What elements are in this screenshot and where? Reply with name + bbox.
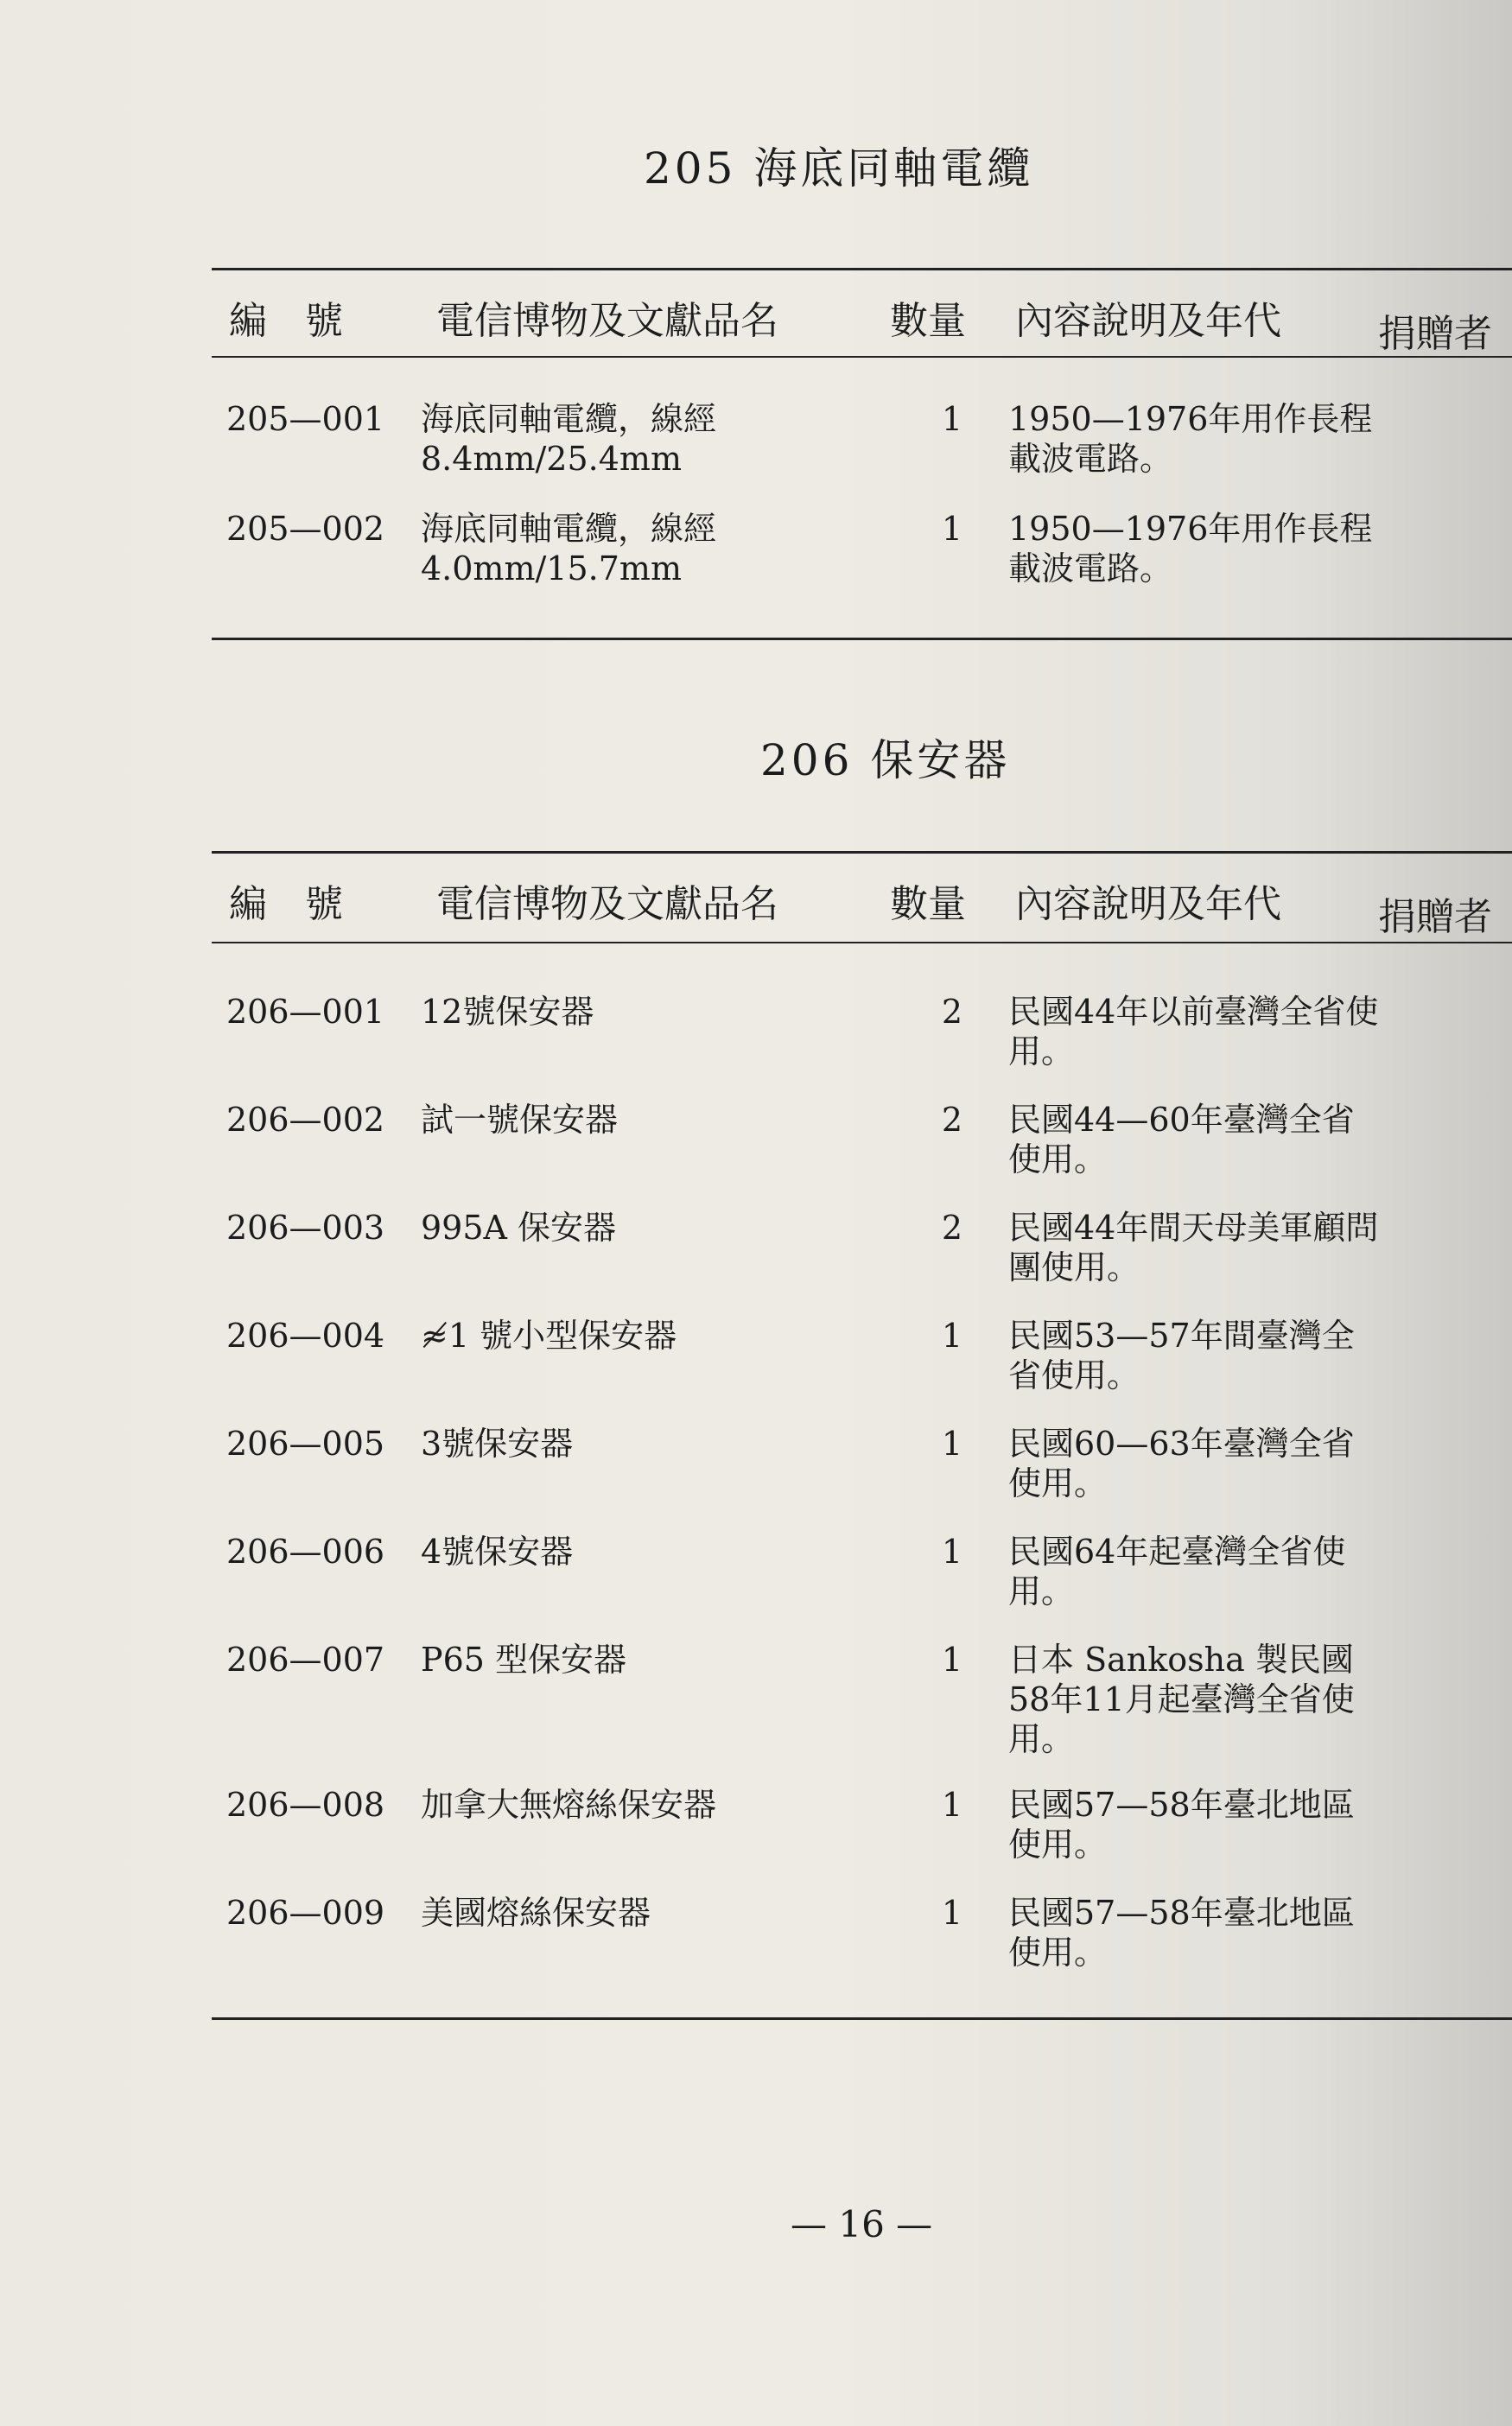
item-name: ≉1 號小型保安器 xyxy=(421,1317,677,1355)
column-header-item-name: 電信博物及文獻品名 xyxy=(436,882,778,926)
column-header-donor: 捐贈者 xyxy=(1378,312,1492,356)
column-header-quantity: 數量 xyxy=(890,882,966,926)
item-quantity: 1 xyxy=(941,1786,963,1824)
section-heading-206: 206 保安器 xyxy=(760,735,1011,785)
item-quantity: 1 xyxy=(941,1425,963,1463)
item-description: 民國60—63年臺灣全省使用。 xyxy=(1008,1425,1355,1502)
column-header-quantity: 數量 xyxy=(890,299,966,343)
item-number: 206—002 xyxy=(226,1101,385,1139)
item-quantity: 1 xyxy=(941,1641,963,1679)
item-number: 205—001 xyxy=(226,400,385,438)
table-top-rule-205 xyxy=(212,268,1512,270)
item-name: P65 型保安器 xyxy=(421,1641,627,1679)
item-description: 民國44—60年臺灣全省使用。 xyxy=(1008,1101,1355,1178)
item-name: 海底同軸電纜，線經 4.0mm/15.7mm xyxy=(421,510,717,587)
column-header-number: 編 號 xyxy=(229,882,343,926)
item-description: 1950—1976年用作長程載波電路。 xyxy=(1008,510,1373,587)
item-number: 206—003 xyxy=(226,1209,385,1247)
item-name: 美國熔絲保安器 xyxy=(421,1894,651,1932)
item-number: 206—006 xyxy=(226,1533,385,1571)
item-name: 試一號保安器 xyxy=(421,1101,619,1139)
item-description: 民國44年以前臺灣全省使用。 xyxy=(1008,993,1379,1070)
item-quantity: 2 xyxy=(941,1209,963,1247)
item-description: 民國53—57年間臺灣全省使用。 xyxy=(1008,1317,1355,1394)
table-bottom-rule-205 xyxy=(212,638,1512,640)
header-rule-205 xyxy=(212,356,1512,358)
item-name: 加拿大無熔絲保安器 xyxy=(421,1786,717,1824)
item-quantity: 1 xyxy=(941,510,963,548)
item-number: 206—004 xyxy=(226,1317,385,1355)
item-name: 12號保安器 xyxy=(421,993,594,1031)
table-top-rule-206 xyxy=(212,851,1512,854)
item-name: 995A 保安器 xyxy=(421,1209,617,1247)
item-quantity: 2 xyxy=(941,1101,963,1139)
header-rule-206 xyxy=(212,942,1512,943)
table-bottom-rule-206 xyxy=(212,2017,1512,2020)
page-number: — 16 — xyxy=(791,2203,933,2245)
item-description: 民國57—58年臺北地區使用。 xyxy=(1008,1786,1355,1864)
column-header-description: 內容說明及年代 xyxy=(1015,882,1281,926)
item-quantity: 1 xyxy=(941,400,963,438)
column-header-donor: 捐贈者 xyxy=(1378,895,1492,939)
item-quantity: 1 xyxy=(941,1317,963,1355)
column-header-item-name: 電信博物及文獻品名 xyxy=(436,299,778,343)
item-number: 206—008 xyxy=(226,1786,385,1824)
item-description: 民國44年間天母美軍顧問團使用。 xyxy=(1008,1209,1379,1286)
column-header-description: 內容說明及年代 xyxy=(1015,299,1281,343)
item-name: 海底同軸電纜，線經 8.4mm/25.4mm xyxy=(421,400,717,478)
item-quantity: 2 xyxy=(941,993,963,1031)
item-name: 3號保安器 xyxy=(421,1425,574,1463)
item-description: 民國57—58年臺北地區使用。 xyxy=(1008,1894,1355,1972)
item-number: 206—009 xyxy=(226,1894,385,1932)
item-number: 206—007 xyxy=(226,1641,385,1679)
section-heading-205: 205 海底同軸電纜 xyxy=(644,143,1034,194)
item-description: 1950—1976年用作長程載波電路。 xyxy=(1008,400,1373,478)
item-quantity: 1 xyxy=(941,1894,963,1932)
item-number: 206—005 xyxy=(226,1425,385,1463)
column-header-number: 編 號 xyxy=(229,299,343,343)
item-quantity: 1 xyxy=(941,1533,963,1571)
item-number: 205—002 xyxy=(226,510,385,548)
item-description: 日本 Sankosha 製民國58年11月起臺灣全省使用。 xyxy=(1008,1641,1355,1758)
item-description: 民國64年起臺灣全省使用。 xyxy=(1008,1533,1346,1610)
item-name: 4號保安器 xyxy=(421,1533,574,1571)
item-number: 206—001 xyxy=(226,993,385,1031)
